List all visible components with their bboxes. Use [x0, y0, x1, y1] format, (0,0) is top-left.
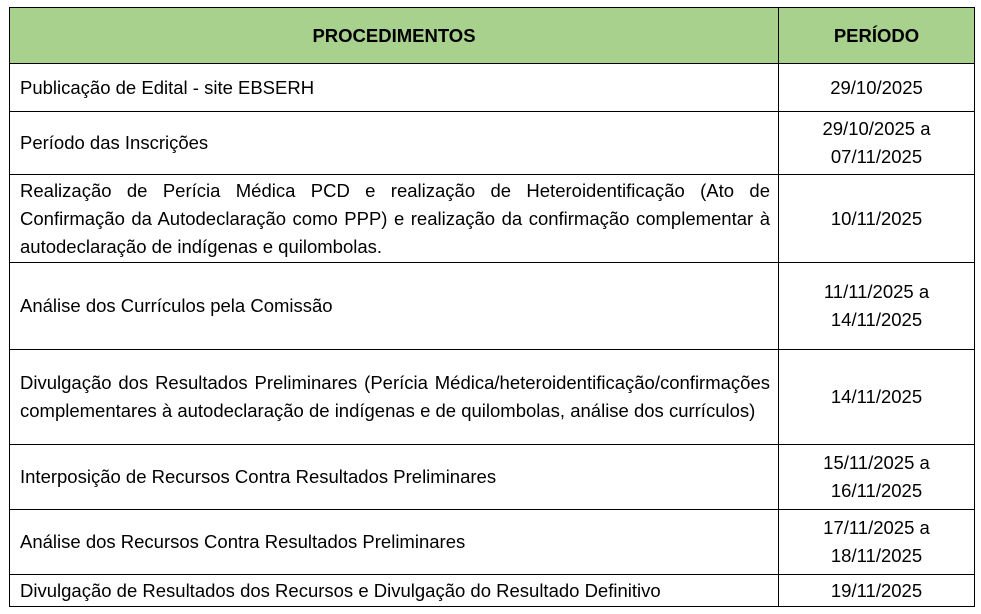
procedimento-cell: Divulgação dos Resultados Preliminares (Perícia Médica/heteroidentificação/confirmações complementares à autodeclaração de indígenas e de quilombolas, análise dos currículos)	[10, 350, 779, 445]
periodo-cell: 29/10/2025	[779, 64, 975, 112]
periodo-cell: 15/11/2025 a 16/11/2025	[779, 445, 975, 510]
table-row	[10, 263, 975, 350]
table-row	[10, 510, 975, 575]
periodo-cell: 11/11/2025 a 14/11/2025	[779, 263, 975, 350]
table-row	[10, 445, 975, 510]
table-row	[10, 112, 975, 175]
table-row	[10, 64, 975, 112]
procedimento-cell: Publicação de Edital - site EBSERH	[10, 64, 779, 112]
periodo-cell: 10/11/2025	[779, 175, 975, 263]
procedimento-cell: Divulgação de Resultados dos Recursos e Divulgação do Resultado Definitivo	[10, 575, 779, 607]
table-row	[10, 175, 975, 263]
header-periodo: PERÍODO	[779, 8, 975, 64]
header-procedimentos: PROCEDIMENTOS	[10, 8, 779, 64]
procedimento-cell: Realização de Perícia Médica PCD e realização de Heteroidentificação (Ato de Confirmação da Autodeclaração como PPP) e realização da confirmação complementar à autodeclaração de indígenas e quilombolas.	[10, 175, 779, 263]
table-header-row	[10, 8, 975, 64]
procedimento-cell: Análise dos Currículos pela Comissão	[10, 263, 779, 350]
periodo-cell: 19/11/2025	[779, 575, 975, 607]
periodo-cell: 14/11/2025	[779, 350, 975, 445]
procedimento-cell: Interposição de Recursos Contra Resultados Preliminares	[10, 445, 779, 510]
procedimento-cell: Período das Inscrições	[10, 112, 779, 175]
schedule-table	[9, 7, 975, 607]
periodo-cell: 29/10/2025 a 07/11/2025	[779, 112, 975, 175]
table-row	[10, 575, 975, 607]
procedimento-cell: Análise dos Recursos Contra Resultados Preliminares	[10, 510, 779, 575]
periodo-cell: 17/11/2025 a 18/11/2025	[779, 510, 975, 575]
table-row	[10, 350, 975, 445]
